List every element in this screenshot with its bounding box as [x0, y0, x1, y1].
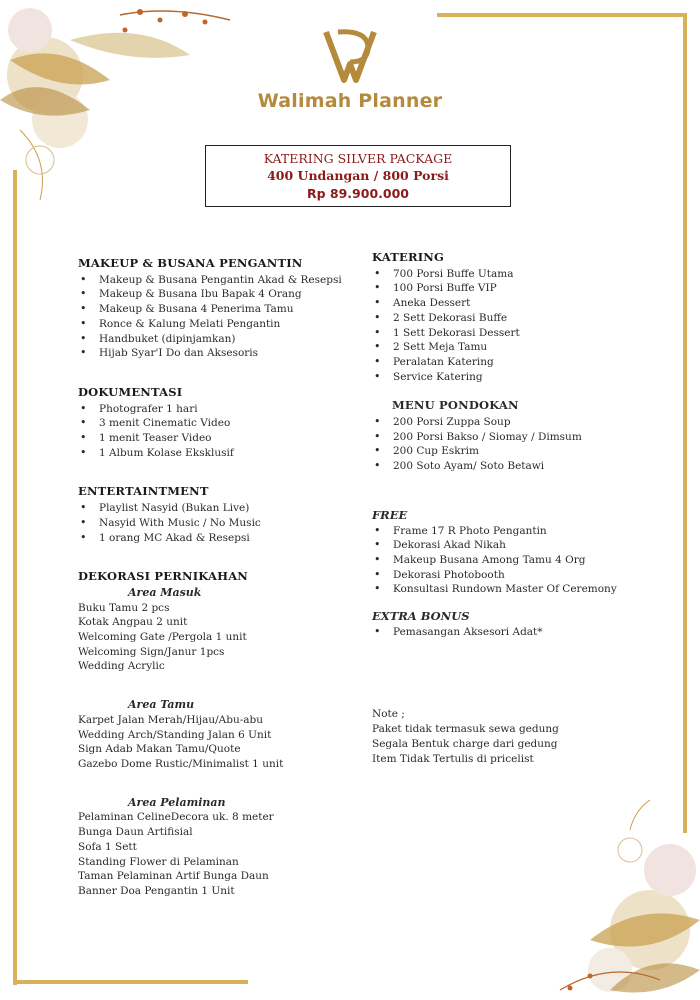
frame-left-line [13, 170, 17, 985]
list-item: • 200 Porsi Bakso / Siomay / Dimsum [372, 430, 672, 445]
list-item: • Frame 17 R Photo Pengantin [372, 524, 672, 539]
list-item: • 1 Sett Dekorasi Dessert [372, 326, 672, 341]
list-item: • Service Katering [372, 370, 672, 385]
list-item: Bunga Daun Artifisial [78, 826, 193, 839]
list-item: Taman Pelaminan Artif Bunga Daun [78, 870, 269, 883]
list-item: • Makeup & Busana Ibu Bapak 4 Orang [78, 287, 358, 302]
note-block [372, 707, 672, 766]
list-item: Kotak Angpau 2 unit [78, 616, 188, 629]
list-item: Pelaminan CelineDecora uk. 8 meter [78, 811, 274, 824]
list-item: • 700 Porsi Buffe Utama [372, 267, 672, 282]
dokumentasi-list [78, 402, 358, 461]
list-item: • Makeup & Busana 4 Penerima Tamu [78, 302, 358, 317]
section-heading-dokumentasi: DOKUMENTASI [78, 384, 183, 399]
frame-bottom-line [13, 980, 248, 984]
section-heading-makeup: MAKEUP & BUSANA PENGANTIN [78, 256, 303, 270]
frame-top-line [437, 13, 687, 17]
list-item: • 2 Sett Dekorasi Buffe [372, 311, 672, 326]
list-item: • 1 orang MC Akad & Resepsi [78, 531, 358, 546]
list-item: • Hijab Syar'I Do dan Aksesoris [78, 346, 358, 361]
subheading-area-tamu: Area Tamu [128, 698, 195, 712]
note-line: Note ; [372, 708, 405, 721]
package-title: KATERING SILVER PACKAGE [263, 151, 453, 166]
list-item: Gazebo Dome Rustic/Minimalist 1 unit [78, 757, 284, 770]
list-item: • Peralatan Katering [372, 355, 672, 370]
note-line: Item Tidak Tertulis di pricelist [372, 752, 534, 765]
walimah-logo-icon [318, 22, 382, 90]
list-item: • Photografer 1 hari [78, 402, 358, 417]
list-item: • Dekorasi Photobooth [372, 568, 672, 583]
list-item: • Nasyid With Music / No Music [78, 516, 358, 531]
package-price: Rp 89.900.000 [306, 186, 409, 201]
list-item: • 3 menit Cinematic Video [78, 416, 358, 431]
list-item: Banner Doa Pengantin 1 Unit [78, 884, 235, 897]
section-heading-extra-bonus: EXTRA BONUS [372, 609, 470, 624]
entertainment-list [78, 501, 358, 545]
note-line: Paket tidak termasuk sewa gedung [372, 723, 559, 736]
package-subtitle: 400 Undangan / 800 Porsi [267, 168, 449, 183]
section-heading-dekorasi: DEKORASI PERNIKAHAN [78, 569, 249, 584]
list-item: • 1 menit Teaser Video [78, 431, 358, 446]
katering-list [372, 267, 672, 385]
subheading-area-masuk: Area Masuk [128, 585, 202, 599]
note-line: Segala Bentuk charge dari gedung [372, 737, 558, 750]
list-item: Karpet Jalan Merah/Hijau/Abu-abu [78, 713, 264, 726]
list-item: Sofa 1 Sett [78, 840, 137, 853]
bonus-list [372, 625, 672, 640]
area-tamu-list [78, 713, 358, 772]
frame-right-line [683, 13, 687, 833]
list-item: Buku Tamu 2 pcs [78, 601, 170, 614]
list-item: • Playlist Nasyid (Bukan Live) [78, 501, 358, 516]
list-item: • 200 Cup Eskrim [372, 444, 672, 459]
right-column [372, 250, 672, 766]
list-item: • 200 Soto Ayam/ Soto Betawi [372, 459, 672, 474]
list-item: Standing Flower di Pelaminan [78, 855, 239, 868]
floral-corner-bottom-right-icon [460, 800, 700, 1000]
list-item: Wedding Arch/Standing Jalan 6 Unit [78, 728, 272, 741]
area-pelaminan-list [78, 810, 358, 898]
section-heading-katering: KATERING [372, 250, 445, 264]
section-heading-entertainment: ENTERTAINTMENT [78, 484, 209, 499]
makeup-list [78, 273, 358, 361]
list-item: • 1 Album Kolase Eksklusif [78, 446, 358, 461]
list-item: • Makeup & Busana Pengantin Akad & Resepsi [78, 273, 358, 288]
brand-name: Walimah Planner [257, 90, 443, 112]
list-item: • Makeup Busana Among Tamu 4 Org [372, 553, 672, 568]
list-item: • 2 Sett Meja Tamu [372, 340, 672, 355]
subheading-area-pelaminan: Area Pelaminan [128, 795, 226, 809]
list-item: • Dekorasi Akad Nikah [372, 538, 672, 553]
list-item: Welcoming Sign/Janur 1pcs [78, 645, 225, 658]
list-item: • 100 Porsi Buffe VIP [372, 281, 672, 296]
list-item: Wedding Acrylic [78, 660, 165, 673]
list-item: • Ronce & Kalung Melati Pengantin [78, 317, 358, 332]
list-item: • 200 Porsi Zuppa Soup [372, 415, 672, 430]
section-heading-free: FREE [372, 507, 408, 522]
pondokan-list [372, 415, 672, 474]
section-heading-menu-pondokan: MENU PONDOKAN [392, 398, 519, 413]
free-list [372, 524, 672, 598]
list-item: • Aneka Dessert [372, 296, 672, 311]
list-item: • Konsultasi Rundown Master Of Ceremony [372, 582, 672, 597]
list-item: Welcoming Gate /Pergola 1 unit [78, 631, 247, 644]
area-masuk-list [78, 601, 358, 675]
list-item: • Handbuket (dipinjamkan) [78, 332, 358, 347]
left-column [78, 256, 358, 899]
list-item: • Pemasangan Aksesori Adat* [372, 625, 672, 640]
package-header-box [205, 145, 511, 207]
list-item: Sign Adab Makan Tamu/Quote [78, 743, 241, 756]
